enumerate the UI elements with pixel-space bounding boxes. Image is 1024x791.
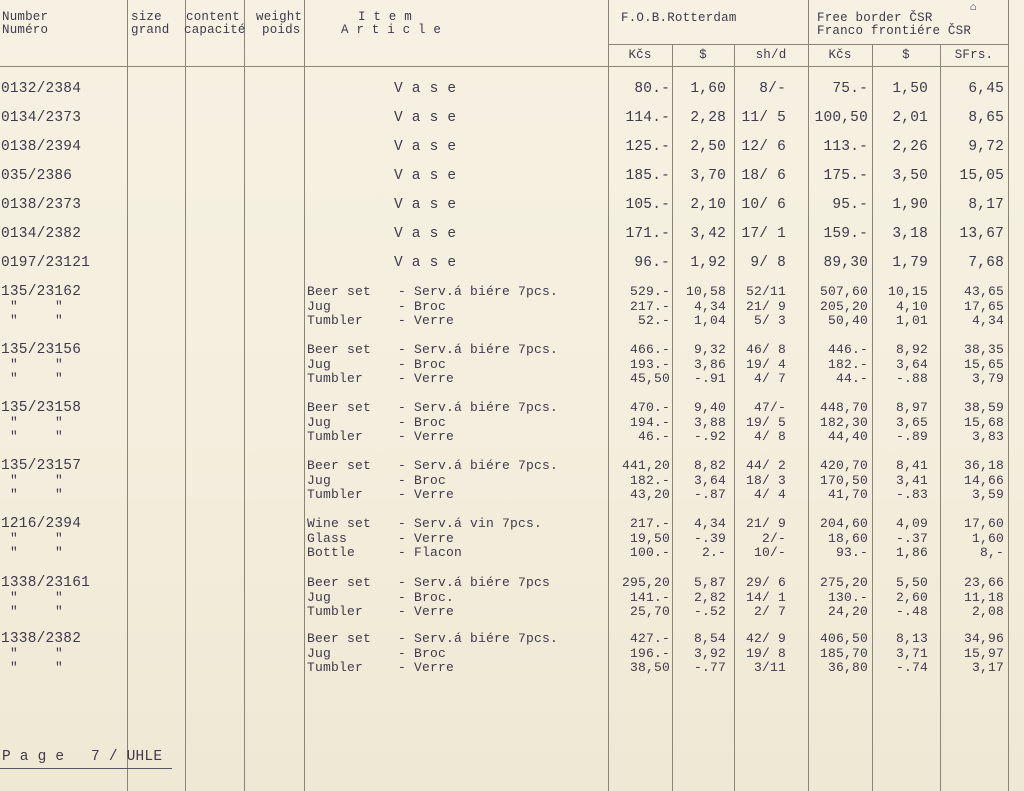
- set-item-en: Jug: [307, 645, 332, 661]
- ditto-mark: ": [55, 645, 64, 661]
- set-item-en: Jug: [307, 472, 332, 488]
- price-cell: 41,70: [827, 487, 868, 502]
- ditto-mark: ": [10, 604, 19, 619]
- price-cell: -.91: [693, 371, 726, 386]
- price-cell: 52/11: [745, 284, 786, 299]
- price-cell: 3,41: [895, 472, 928, 488]
- price-cell: 1,60: [690, 81, 726, 97]
- set-item-fr: - Broc: [398, 298, 447, 314]
- price-cell: 196.-: [629, 645, 670, 661]
- header-rule: [0, 66, 1008, 67]
- price-cell: 18,60: [827, 530, 868, 546]
- column-rule: [244, 0, 245, 791]
- price-cell: 14/ 1: [745, 589, 786, 605]
- ditto-mark: ": [10, 371, 19, 386]
- price-cell: 8,97: [895, 400, 928, 415]
- item-description: V a s e: [394, 197, 457, 213]
- price-cell: 17,65: [963, 298, 1004, 314]
- price-cell: 8/-: [759, 81, 786, 97]
- price-cell: 275,20: [819, 575, 868, 590]
- price-cell: 34,96: [963, 631, 1004, 646]
- price-cell: 159.-: [823, 226, 868, 242]
- header-franco-frontiere: Franco frontiére ČSR: [817, 24, 972, 38]
- set-item-fr: - Broc: [398, 414, 447, 430]
- set-item-fr: - Broc: [398, 356, 447, 372]
- price-cell: 3,59: [971, 487, 1004, 502]
- item-description: V a s e: [394, 255, 457, 271]
- price-cell: -.37: [895, 530, 928, 546]
- price-cell: 114.-: [625, 110, 670, 126]
- footer-underline: [0, 768, 172, 769]
- price-cell: 4,34: [693, 516, 726, 531]
- price-cell: 8,17: [968, 197, 1004, 213]
- set-item-fr: - Broc.: [398, 589, 455, 605]
- price-cell: 1,92: [690, 255, 726, 271]
- ditto-mark: ": [10, 545, 19, 560]
- price-cell: -.48: [895, 604, 928, 619]
- price-cell: 42/ 9: [745, 631, 786, 646]
- ditto-mark: ": [55, 371, 64, 386]
- set-item-fr: - Verre: [398, 429, 455, 444]
- price-cell: 9,40: [693, 400, 726, 415]
- price-cell: 1,01: [895, 313, 928, 328]
- price-cell: 205,20: [819, 298, 868, 314]
- price-cell: 10,58: [685, 284, 726, 299]
- set-item-en: Beer set: [307, 342, 372, 357]
- set-item-fr: - Verre: [398, 530, 455, 546]
- price-cell: 193.-: [629, 356, 670, 372]
- header-weight: weight: [256, 10, 303, 24]
- set-item-en: Jug: [307, 356, 332, 372]
- col-usd-fob: $: [699, 48, 707, 62]
- set-item-en: Tumbler: [307, 371, 364, 386]
- price-cell: 7,68: [968, 255, 1004, 271]
- set-item-en: Beer set: [307, 284, 372, 299]
- ditto-mark: ": [10, 530, 19, 546]
- col-sfrs-border: SFrs.: [954, 48, 994, 62]
- price-cell: 3,79: [971, 371, 1004, 386]
- price-cell: 217.-: [629, 298, 670, 314]
- set-item-fr: - Verre: [398, 604, 455, 619]
- set-item-en: Jug: [307, 589, 332, 605]
- price-cell: 2.-: [701, 545, 726, 560]
- ditto-mark: ": [55, 660, 64, 675]
- column-rule: [1008, 0, 1009, 791]
- set-item-en: Tumbler: [307, 313, 364, 328]
- price-cell: 3,65: [895, 414, 928, 430]
- set-item-en: Tumbler: [307, 604, 364, 619]
- price-cell: 19/ 5: [745, 414, 786, 430]
- ditto-mark: ": [10, 356, 19, 372]
- ditto-mark: ": [10, 429, 19, 444]
- price-cell: 17/ 1: [741, 226, 786, 242]
- column-rule: [127, 0, 128, 791]
- header-content: content: [186, 10, 240, 24]
- price-cell: 2,01: [892, 110, 928, 126]
- set-item-en: Jug: [307, 414, 332, 430]
- price-cell: 4/ 8: [753, 429, 786, 444]
- price-cell: 507,60: [819, 284, 868, 299]
- item-description: V a s e: [394, 110, 457, 126]
- price-cell: 44,40: [827, 429, 868, 444]
- price-cell: 175.-: [823, 168, 868, 184]
- price-cell: 2,50: [690, 139, 726, 155]
- price-cell: 15,97: [963, 645, 1004, 661]
- price-cell: 47/-: [753, 400, 786, 415]
- price-cell: 10/ 6: [741, 197, 786, 213]
- set-item-en: Beer set: [307, 458, 372, 473]
- price-cell: 170,50: [819, 472, 868, 488]
- price-cell: 2/-: [761, 530, 786, 546]
- header-poids: poids: [262, 23, 301, 37]
- ditto-mark: ": [10, 645, 19, 661]
- price-cell: 4,09: [895, 516, 928, 531]
- ditto-mark: ": [55, 313, 64, 328]
- price-cell: 466.-: [629, 342, 670, 357]
- price-cell: -.39: [693, 530, 726, 546]
- col-kcs-border: Kčs: [828, 48, 852, 62]
- price-cell: 11/ 5: [741, 110, 786, 126]
- set-item-fr: - Broc: [398, 645, 447, 661]
- price-cell: 96.-: [634, 255, 670, 271]
- ditto-mark: ": [55, 487, 64, 502]
- price-cell: 406,50: [819, 631, 868, 646]
- price-cell: 3,64: [693, 472, 726, 488]
- price-cell: 18/ 3: [745, 472, 786, 488]
- price-cell: 9,32: [693, 342, 726, 357]
- price-cell: 194.-: [629, 414, 670, 430]
- price-cell: 3,88: [693, 414, 726, 430]
- price-cell: 446.-: [827, 342, 868, 357]
- price-cell: 14,66: [963, 472, 1004, 488]
- price-cell: 75.-: [832, 81, 868, 97]
- price-cell: 204,60: [819, 516, 868, 531]
- price-cell: 95.-: [832, 197, 868, 213]
- price-cell: 15,05: [959, 168, 1004, 184]
- price-cell: 3,71: [895, 645, 928, 661]
- ditto-mark: ": [55, 472, 64, 488]
- ditto-mark: ": [10, 660, 19, 675]
- header-number: Number: [2, 10, 49, 24]
- price-cell: 10/-: [753, 545, 786, 560]
- set-item-en: Glass: [307, 530, 348, 546]
- price-cell: -.92: [693, 429, 726, 444]
- price-cell: 3,70: [690, 168, 726, 184]
- price-cell: 8,54: [693, 631, 726, 646]
- price-cell: 182.-: [827, 356, 868, 372]
- price-cell: 100.-: [629, 545, 670, 560]
- price-cell: 80.-: [634, 81, 670, 97]
- price-cell: 15,68: [963, 414, 1004, 430]
- price-cell: 43,20: [629, 487, 670, 502]
- header-grand: grand: [131, 23, 170, 37]
- col-shd-fob: sh/d: [755, 48, 787, 62]
- price-cell: 295,20: [621, 575, 670, 590]
- set-item-en: Jug: [307, 298, 332, 314]
- price-cell: -.77: [693, 660, 726, 675]
- set-item-en: Tumbler: [307, 487, 364, 502]
- price-cell: 217.-: [629, 516, 670, 531]
- price-cell: 38,59: [963, 400, 1004, 415]
- set-item-en: Wine set: [307, 516, 372, 531]
- header-capacite: capacité: [184, 23, 246, 37]
- price-cell: 5,50: [895, 575, 928, 590]
- price-cell: -.74: [895, 660, 928, 675]
- price-cell: 10,15: [887, 284, 928, 299]
- price-cell: 18/ 6: [741, 168, 786, 184]
- set-item-fr: - Serv.á biére 7pcs: [398, 575, 551, 590]
- price-cell: 5,87: [693, 575, 726, 590]
- price-cell: 3,86: [693, 356, 726, 372]
- price-cell: 185.-: [625, 168, 670, 184]
- header-fob-rotterdam: F.O.B.Rotterdam: [621, 11, 737, 25]
- price-cell: 3,83: [971, 429, 1004, 444]
- stamp-mark: ⌂: [970, 2, 977, 14]
- price-cell: 182.-: [629, 472, 670, 488]
- price-cell: 1,50: [892, 81, 928, 97]
- price-cell: 43,65: [963, 284, 1004, 299]
- price-cell: 448,70: [819, 400, 868, 415]
- price-cell: 15,65: [963, 356, 1004, 372]
- set-item-en: Tumbler: [307, 660, 364, 675]
- price-cell: 5/ 3: [753, 313, 786, 328]
- ditto-mark: ": [10, 589, 19, 605]
- price-cell: 11,18: [963, 589, 1004, 605]
- price-cell: 8,41: [895, 458, 928, 473]
- price-cell: 17,60: [963, 516, 1004, 531]
- ditto-mark: ": [55, 589, 64, 605]
- price-cell: 4/ 4: [753, 487, 786, 502]
- set-item-fr: - Serv.á biére 7pcs.: [398, 458, 559, 473]
- price-cell: 441,20: [621, 458, 670, 473]
- price-cell: 12/ 6: [741, 139, 786, 155]
- price-cell: 89,30: [823, 255, 868, 271]
- price-cell: 8,13: [895, 631, 928, 646]
- header-size: size: [131, 10, 162, 24]
- ditto-mark: ": [55, 356, 64, 372]
- item-number: 0134/2382: [1, 226, 82, 242]
- price-cell: 9/ 8: [750, 255, 786, 271]
- set-item-en: Tumbler: [307, 429, 364, 444]
- price-cell: 2,82: [693, 589, 726, 605]
- price-cell: 420,70: [819, 458, 868, 473]
- set-item-fr: - Verre: [398, 487, 455, 502]
- price-cell: 470.-: [629, 400, 670, 415]
- price-cell: 6,45: [968, 81, 1004, 97]
- price-cell: 141.-: [629, 589, 670, 605]
- item-description: V a s e: [394, 226, 457, 242]
- item-number: 1338/23161: [1, 575, 91, 591]
- price-cell: 2,60: [895, 589, 928, 605]
- item-number: 1338/2382: [1, 631, 82, 647]
- set-item-fr: - Serv.á vin 7pcs.: [398, 516, 543, 531]
- set-item-fr: - Verre: [398, 313, 455, 328]
- price-cell: 50,40: [827, 313, 868, 328]
- price-cell: 21/ 9: [745, 516, 786, 531]
- price-cell: 21/ 9: [745, 298, 786, 314]
- set-item-fr: - Broc: [398, 472, 447, 488]
- price-cell: 3,17: [971, 660, 1004, 675]
- price-cell: -.89: [895, 429, 928, 444]
- price-cell: 182,30: [819, 414, 868, 430]
- item-number: 1216/2394: [1, 516, 82, 532]
- page-footer: P a g e 7 / UHLE: [2, 749, 163, 765]
- price-cell: 125.-: [625, 139, 670, 155]
- price-cell: 100,50: [814, 110, 868, 126]
- price-cell: 8,-: [979, 545, 1004, 560]
- price-cell: 1,04: [693, 313, 726, 328]
- set-item-fr: - Serv.á biére 7pcs.: [398, 284, 559, 299]
- set-item-en: Bottle: [307, 545, 356, 560]
- item-number: 0132/2384: [1, 81, 82, 97]
- price-cell: 13,67: [959, 226, 1004, 242]
- col-kcs-fob: Kčs: [628, 48, 652, 62]
- price-cell: 2,26: [892, 139, 928, 155]
- set-item-en: Beer set: [307, 400, 372, 415]
- price-cell: 8,65: [968, 110, 1004, 126]
- ditto-mark: ": [55, 530, 64, 546]
- price-cell: 4,34: [693, 298, 726, 314]
- item-number: 0197/23121: [1, 255, 91, 271]
- price-cell: 3,42: [690, 226, 726, 242]
- price-cell: -.83: [895, 487, 928, 502]
- header-numero: Numéro: [2, 23, 49, 37]
- price-cell: 36,80: [827, 660, 868, 675]
- price-cell: 19,50: [629, 530, 670, 546]
- price-cell: 2,08: [971, 604, 1004, 619]
- price-cell: -.88: [895, 371, 928, 386]
- price-cell: 9,72: [968, 139, 1004, 155]
- price-cell: 3,64: [895, 356, 928, 372]
- price-cell: 2,10: [690, 197, 726, 213]
- price-cell: 4,10: [895, 298, 928, 314]
- ditto-mark: ": [55, 429, 64, 444]
- item-number: 135/23158: [1, 400, 82, 416]
- price-cell: 1,79: [892, 255, 928, 271]
- item-number: 135/23162: [1, 284, 82, 300]
- ditto-mark: ": [10, 298, 19, 314]
- item-number: 135/23157: [1, 458, 82, 474]
- set-item-fr: - Serv.á biére 7pcs.: [398, 631, 559, 646]
- price-cell: 8,92: [895, 342, 928, 357]
- header-article: A r t i c l e: [341, 23, 442, 37]
- price-cell: 25,70: [629, 604, 670, 619]
- price-cell: 4/ 7: [753, 371, 786, 386]
- set-item-fr: - Serv.á biére 7pcs.: [398, 400, 559, 415]
- price-cell: 105.-: [625, 197, 670, 213]
- price-cell: 36,18: [963, 458, 1004, 473]
- ditto-mark: ": [10, 414, 19, 430]
- price-cell: 38,50: [629, 660, 670, 675]
- item-number: 035/2386: [1, 168, 73, 184]
- set-item-fr: - Flacon: [398, 545, 463, 560]
- header-item: I t e m: [358, 10, 412, 24]
- item-number: 0138/2373: [1, 197, 82, 213]
- price-cell: 24,20: [827, 604, 868, 619]
- set-item-fr: - Verre: [398, 660, 455, 675]
- price-cell: 3,18: [892, 226, 928, 242]
- ditto-mark: ": [10, 472, 19, 488]
- price-cell: 44.-: [835, 371, 868, 386]
- price-cell: 23,66: [963, 575, 1004, 590]
- price-cell: 19/ 4: [745, 356, 786, 372]
- set-item-en: Beer set: [307, 575, 372, 590]
- price-cell: 38,35: [963, 342, 1004, 357]
- price-cell: 19/ 8: [745, 645, 786, 661]
- item-number: 0138/2394: [1, 139, 82, 155]
- price-cell: 130.-: [827, 589, 868, 605]
- price-cell: 4,34: [971, 313, 1004, 328]
- price-cell: 44/ 2: [745, 458, 786, 473]
- price-cell: 427.-: [629, 631, 670, 646]
- price-cell: 2/ 7: [753, 604, 786, 619]
- price-cell: 113.-: [823, 139, 868, 155]
- price-cell: 1,86: [895, 545, 928, 560]
- price-cell: 52.-: [637, 313, 670, 328]
- set-item-fr: - Serv.á biére 7pcs.: [398, 342, 559, 357]
- set-item-fr: - Verre: [398, 371, 455, 386]
- price-cell: 1,60: [971, 530, 1004, 546]
- price-cell: 8,82: [693, 458, 726, 473]
- header-rule: [608, 44, 1008, 45]
- item-description: V a s e: [394, 81, 457, 97]
- ditto-mark: ": [55, 414, 64, 430]
- price-cell: 1,90: [892, 197, 928, 213]
- price-cell: 3,50: [892, 168, 928, 184]
- ditto-mark: ": [55, 545, 64, 560]
- header-free-border: Free border ČSR: [817, 11, 933, 25]
- price-cell: 529.-: [629, 284, 670, 299]
- column-rule: [304, 0, 305, 791]
- price-cell: 46/ 8: [745, 342, 786, 357]
- price-cell: 29/ 6: [745, 575, 786, 590]
- ditto-mark: ": [10, 313, 19, 328]
- item-description: V a s e: [394, 168, 457, 184]
- price-cell: 93.-: [835, 545, 868, 560]
- price-cell: 46.-: [637, 429, 670, 444]
- col-usd-border: $: [902, 48, 910, 62]
- price-cell: 45,50: [629, 371, 670, 386]
- column-rule: [185, 0, 186, 791]
- price-cell: -.87: [693, 487, 726, 502]
- price-cell: 3/11: [753, 660, 786, 675]
- set-item-en: Beer set: [307, 631, 372, 646]
- item-description: V a s e: [394, 139, 457, 155]
- price-cell: 185,70: [819, 645, 868, 661]
- price-cell: 171.-: [625, 226, 670, 242]
- ditto-mark: ": [55, 298, 64, 314]
- ditto-mark: ": [55, 604, 64, 619]
- price-cell: -.52: [693, 604, 726, 619]
- price-cell: 3,92: [693, 645, 726, 661]
- ditto-mark: ": [10, 487, 19, 502]
- price-cell: 2,28: [690, 110, 726, 126]
- item-number: 135/23156: [1, 342, 82, 358]
- item-number: 0134/2373: [1, 110, 82, 126]
